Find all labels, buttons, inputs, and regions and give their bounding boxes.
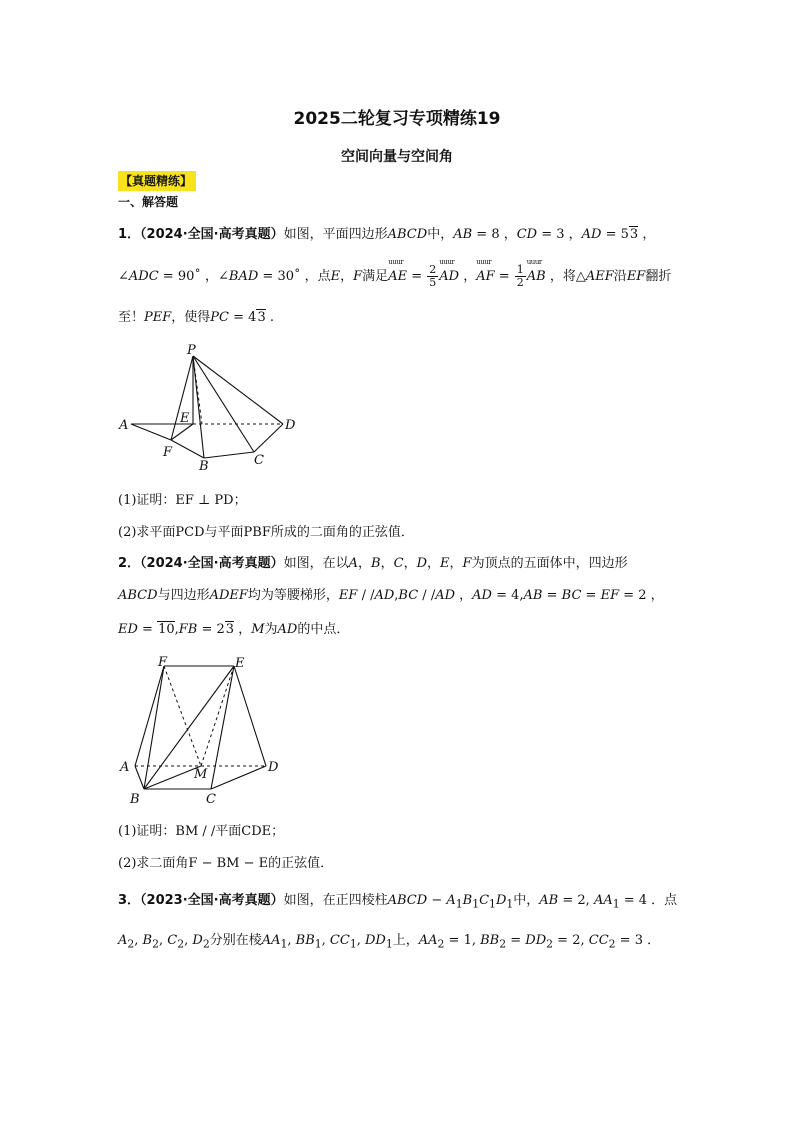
problem-1-line-2: ∠ADC = 90˚ ，∠BAD = 30˚ ，点E，F满足uuur AE = $\frac{2}{5}$ uuur AD ，uuur AF = $\frac{1}{2}$ uuur AB ，将△AEF沿EF翻折 bbox=[118, 264, 671, 289]
label-M: M bbox=[194, 767, 208, 782]
problem-2-source: （2024·全国·高考真题） bbox=[140, 556, 284, 571]
label-F: F bbox=[158, 655, 168, 670]
problem-1-question-1: (1)证明：EF ⊥ PD； bbox=[118, 493, 247, 508]
problem-1-number: 1． bbox=[118, 227, 141, 242]
problem-3-line-1: 3．（2023·全国·高考真题）如图，在正四棱柱ABCD − $A_1B_1C_1D_1$中，AB = 2, $AA_1 = 4$ ．点 bbox=[118, 893, 678, 911]
problem-1-line-3: 至！PEF，使得PC = 43 . bbox=[118, 310, 274, 325]
problem-2-line-1: 2．（2024·全国·高考真题）如图，在以A，B，C，D，E，F为顶点的五面体中，四边形 bbox=[118, 556, 628, 571]
problem-2-line-3: ED = 10,FB = 23 ，M为AD的中点． bbox=[118, 622, 350, 637]
problem-2-question-2: (2)求二面角F − BM − E的正弦值． bbox=[118, 856, 334, 871]
label-E: E bbox=[180, 411, 190, 426]
problem-2-question-1: (1)证明：BM / /平面CDE； bbox=[118, 824, 285, 839]
label-A: A bbox=[119, 418, 129, 433]
problem-3-source: （2023·全国·高考真题） bbox=[140, 893, 284, 908]
label-B: B bbox=[199, 459, 209, 474]
page-subtitle: 空间向量与空间角 bbox=[341, 149, 453, 165]
label-P: P bbox=[187, 343, 196, 358]
section-badge: 【真题精练】 bbox=[118, 171, 196, 191]
label-F: F bbox=[163, 445, 173, 460]
problem-3-line-2: $A_2$, $B_2$, $C_2$, $D_2$分别在棱$AA_1$, $BB_1$, $CC_1$, $DD_1$上，$AA_2 = 1$, $BB_2 = DD_2 = 2$, $CC_2 = 3$ ． bbox=[118, 933, 661, 951]
label-C: C bbox=[206, 792, 216, 807]
page-title: 2025二轮复习专项精练19 bbox=[293, 109, 501, 129]
problem-2-number: 2． bbox=[118, 556, 141, 571]
label-B: B bbox=[130, 792, 140, 807]
problem-3-number: 3． bbox=[118, 893, 141, 908]
section-heading: 一、解答题 bbox=[118, 195, 179, 209]
figure-2-pentahedron bbox=[116, 652, 286, 807]
label-D: D bbox=[285, 418, 296, 433]
problem-1-question-2: (2)求平面PCD与平面PBF所成的二面角的正弦值． bbox=[118, 525, 414, 540]
label-D: D bbox=[268, 760, 279, 775]
problem-1-source: （2024·全国·高考真题） bbox=[140, 227, 284, 242]
label-A: A bbox=[120, 760, 130, 775]
problem-1-line-1: 1．（2024·全国·高考真题）如图，平面四边形ABCD中，AB = 8 ，CD = 3 ，AD = 53 ， bbox=[118, 227, 656, 242]
label-E: E bbox=[235, 656, 245, 671]
problem-2-line-2: ABCD与四边形ADEF均为等腰梯形，EF / /AD,BC / /AD ，AD = 4,AB = BC = EF = 2 ， bbox=[118, 588, 664, 603]
figure-1-pyramid bbox=[116, 342, 306, 474]
label-C: C bbox=[254, 453, 264, 468]
